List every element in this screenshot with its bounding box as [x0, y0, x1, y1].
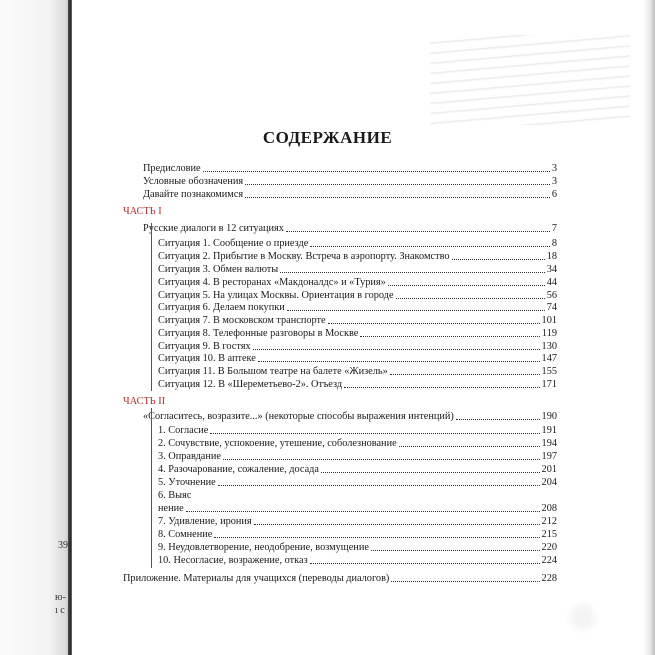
toc-entry [158, 276, 557, 289]
dot-leader [286, 231, 550, 232]
dot-leader [328, 323, 540, 324]
toc-entry-label: 9. Неудовлетворение, неодобрение, возмущение [158, 542, 369, 553]
toc-entry [158, 327, 557, 340]
toc-entry-page: 119 [541, 328, 557, 339]
toc-entry-page: 74 [546, 302, 557, 313]
toc-entry-page: 3 [551, 176, 557, 187]
toc-entry [158, 554, 557, 567]
margin-fragment: 39 [58, 540, 68, 551]
toc-entry-page: 224 [541, 555, 557, 566]
toc-entry-label: 5. Уточнение [158, 477, 216, 488]
scan-smudge [565, 600, 600, 635]
show-through-text [430, 35, 630, 125]
dot-leader [310, 246, 550, 247]
dot-leader [456, 419, 540, 420]
toc-entry [158, 476, 557, 489]
toc-entry-page: 201 [541, 464, 557, 475]
toc-entry [143, 162, 557, 175]
toc-entry-page: 7 [551, 223, 557, 234]
toc-entry [158, 424, 557, 437]
toc-entry-page: 147 [541, 353, 557, 364]
toc-entry-page: 56 [546, 290, 557, 301]
toc-entry-label: Предисловие [143, 163, 201, 174]
toc-entry [143, 188, 557, 201]
toc-entry-label: Давайте познакомимся [143, 189, 244, 200]
toc-entry-label: Ситуация 8. Телефонные разговоры в Москве [158, 328, 359, 339]
toc-entry-label: 10. Несогласие, возражение, отказ [158, 555, 308, 566]
toc-entry-label: 3. Оправдание [158, 451, 221, 462]
toc-entry-label: Ситуация 6. Делаем покупки [158, 302, 285, 313]
toc-entry-page: 130 [541, 341, 557, 352]
dot-leader [360, 336, 540, 337]
toc-entry [143, 175, 557, 188]
toc-entry [123, 572, 557, 585]
toc-entry-label: Ситуация 11. В Большом театре на балете «Жизель» [158, 366, 388, 377]
toc-entry-page: 228 [541, 573, 557, 584]
scan-right-margin [643, 0, 655, 655]
dot-leader [280, 272, 545, 273]
toc-entry-label: Ситуация 10. В аптеке [158, 353, 256, 364]
dot-leader [452, 259, 545, 260]
dot-leader [203, 171, 550, 172]
dot-leader [214, 537, 539, 538]
toc-entry [158, 437, 557, 450]
dot-leader [218, 485, 540, 486]
toc-entry-page: 34 [546, 264, 557, 275]
toc-entry [158, 301, 557, 314]
toc-entry-page: 194 [541, 438, 557, 449]
toc-entry-page: 6 [551, 189, 557, 200]
part2-bracket [151, 408, 152, 568]
toc-entry-label: Условные обозначения [143, 176, 244, 187]
toc-entry-label: 7. Удивление, ирония [158, 516, 252, 527]
page-edge-shadow [68, 0, 72, 655]
toc-entry-page: 18 [546, 251, 557, 262]
part-heading: ЧАСТЬ II [123, 396, 166, 407]
margin-fragment: ю- [55, 592, 66, 603]
toc-entry-label: нение [158, 503, 184, 514]
toc-entry [158, 263, 557, 276]
toc-entry [158, 541, 557, 554]
dot-leader [254, 524, 540, 525]
dot-leader [258, 361, 540, 362]
toc-entry-page: 204 [541, 477, 557, 488]
toc-entry-page: 101 [541, 315, 557, 326]
toc-entry-label: Русские диалоги в 12 ситуациях [143, 223, 284, 234]
dot-leader [210, 433, 539, 434]
dot-leader [310, 563, 540, 564]
toc-entry-label: Ситуация 4. В ресторанах «Макдоналдс» и «Турия» [158, 277, 386, 288]
dot-leader [287, 310, 545, 311]
toc-entry-page: 8 [551, 238, 557, 249]
dot-leader [399, 446, 540, 447]
toc-entry-label: Ситуация 9. В гостях [158, 341, 251, 352]
toc-entry-label: Ситуация 7. В московском транспорте [158, 315, 326, 326]
toc-entry-label: Ситуация 3. Обмен валюты [158, 264, 279, 275]
toc-entry [158, 502, 557, 515]
dot-leader [186, 511, 540, 512]
toc-entry-page: 44 [546, 277, 557, 288]
dot-leader [396, 298, 545, 299]
toc-entry-label: «Согласитесь, возразите...» (некоторые способы выражения интенций) [143, 411, 454, 422]
dot-leader [253, 349, 540, 350]
toc-entry [158, 450, 557, 463]
toc-entry [158, 352, 557, 365]
toc-entry-page: 190 [541, 411, 557, 422]
toc-entry-label: 2. Сочувствие, успокоение, утешение, соболезнование [158, 438, 397, 449]
toc-entry [158, 463, 557, 476]
toc-entry-page: 155 [541, 366, 557, 377]
dot-leader [344, 387, 539, 388]
toc-entry-page: 3 [551, 163, 557, 174]
toc-entry-label: Ситуация 12. В «Шереметьево-2». Отъезд [158, 379, 343, 390]
page-title: СОДЕРЖАНИЕ [262, 128, 393, 147]
toc-entry-page: 215 [541, 529, 557, 540]
dot-leader [388, 285, 545, 286]
dot-leader [391, 581, 539, 582]
toc-entry [158, 515, 557, 528]
toc-entry [158, 378, 557, 391]
toc-entry-label: 1. Согласие [158, 425, 209, 436]
toc-entry-label: 8. Сомнение [158, 529, 213, 540]
toc-entry-page: 208 [541, 503, 557, 514]
toc-entry-page: 171 [541, 379, 557, 390]
toc-entry [158, 250, 557, 263]
part-heading: ЧАСТЬ I [123, 206, 162, 217]
toc-entry [143, 410, 557, 423]
toc-entry-label: Приложение. Материалы для учащихся (переводы диалогов) [123, 573, 390, 584]
toc-entry-label: Ситуация 1. Сообщение о приезде [158, 238, 309, 249]
toc-entry-page: 191 [541, 425, 557, 436]
dot-leader [245, 184, 550, 185]
toc-entry-page: 197 [541, 451, 557, 462]
dot-leader [223, 459, 540, 460]
toc-entry [158, 528, 557, 541]
dot-leader [245, 197, 550, 198]
toc-entry-label: Ситуация 2. Прибытие в Москву. Встреча в аэропорту. Знакомство [158, 251, 450, 262]
toc-entry [158, 314, 557, 327]
part1-bracket [151, 223, 152, 391]
scan-left-margin [0, 0, 70, 655]
toc-entry [158, 489, 191, 502]
dot-leader [321, 472, 540, 473]
margin-fragment: ı с [55, 605, 65, 616]
toc-entry [143, 222, 557, 235]
toc-entry-label: 4. Разочарование, сожаление, досада [158, 464, 319, 475]
toc-entry-label: 6. Выяс [158, 490, 192, 501]
toc-entry-label: Ситуация 5. На улицах Москвы. Ориентация в городе [158, 290, 394, 301]
toc-entry-page: 212 [541, 516, 557, 527]
dot-leader [371, 550, 540, 551]
toc-entry-page: 220 [541, 542, 557, 553]
dot-leader [390, 374, 540, 375]
toc-entry [158, 237, 557, 250]
toc-entry [158, 365, 557, 378]
